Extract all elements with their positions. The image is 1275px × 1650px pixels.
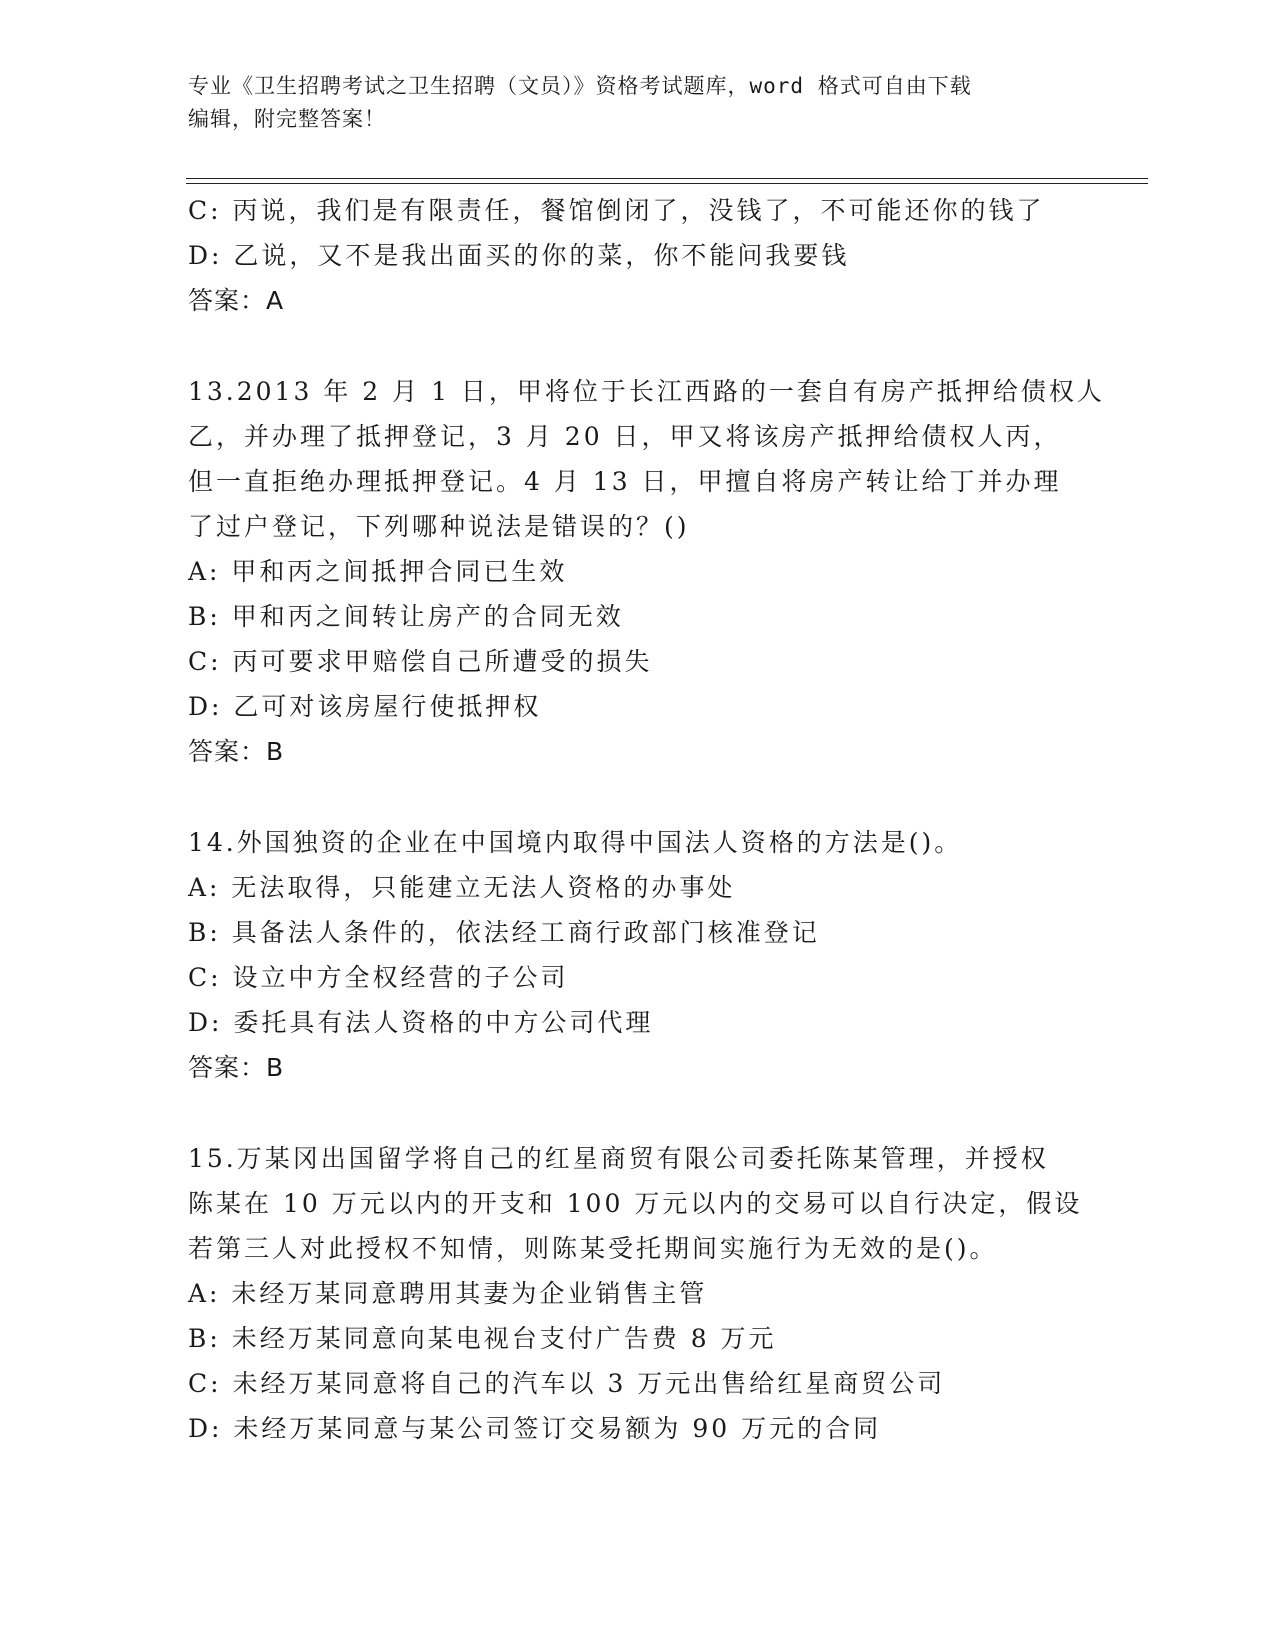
header-divider-bottom: [186, 183, 1148, 184]
question-12-tail: [188, 188, 1088, 323]
answer-line: 答案：A: [188, 286, 285, 315]
spacer: [188, 774, 1088, 820]
option-c: C: 丙可要求甲赔偿自己所遭受的损失: [188, 647, 653, 676]
answer-line: 答案：B: [188, 737, 285, 766]
option-c: C: 未经万某同意将自己的汽车以 3 万元出售给红星商贸公司: [188, 1369, 946, 1398]
question-stem-line: 陈某在 10 万元以内的开支和 100 万元以内的交易可以自行决定，假设: [188, 1189, 1083, 1218]
question-stem-line: 但一直拒绝办理抵押登记。4 月 13 日，甲擅自将房产转让给丁并办理: [188, 467, 1062, 496]
question-stem-line: 若第三人对此授权不知情，则陈某受托期间实施行为无效的是()。: [188, 1234, 998, 1263]
option-b: B: 甲和丙之间转让房产的合同无效: [188, 602, 624, 631]
option-d: D: 乙说，又不是我出面买的你的菜，你不能问我要钱: [188, 241, 850, 270]
document-body: [188, 188, 1105, 1451]
question-stem-line: 了过户登记，下列哪种说法是错误的？(): [188, 512, 690, 541]
option-b: B: 未经万某同意向某电视台支付广告费 8 万元: [188, 1324, 777, 1353]
question-13: [188, 369, 1105, 774]
option-a: A: 甲和丙之间抵押合同已生效: [188, 557, 568, 586]
option-a: A: 无法取得，只能建立无法人资格的办事处: [188, 873, 736, 902]
option-b: B: 具备法人条件的，依法经工商行政部门核准登记: [188, 918, 820, 947]
question-stem-line: 15.万某冈出国留学将自己的红星商贸有限公司委托陈某管理，并授权: [188, 1144, 1049, 1173]
header-line-1: 专业《卫生招聘考试之卫生招聘（文员）》资格考试题库，word 格式可自由下载: [188, 74, 972, 98]
header-line-2: 编辑，附完整答案！: [188, 107, 386, 131]
option-d: D: 未经万某同意与某公司签订交易额为 90 万元的合同: [188, 1414, 882, 1443]
question-14: [188, 820, 1088, 1090]
question-stem-line: 乙，并办理了抵押登记，3 月 20 日，甲又将该房产抵押给债权人丙，: [188, 422, 1062, 451]
document-header: [188, 70, 1078, 136]
question-stem-line: 13.2013 年 2 月 1 日，甲将位于长江西路的一套自有房产抵押给债权人: [188, 377, 1105, 406]
spacer: [188, 323, 1088, 369]
question-15: [188, 1136, 1088, 1451]
spacer: [188, 1090, 1088, 1136]
option-d: D: 乙可对该房屋行使抵押权: [188, 692, 542, 721]
option-d: D: 委托具有法人资格的中方公司代理: [188, 1008, 654, 1037]
option-c: C: 丙说，我们是有限责任，餐馆倒闭了，没钱了，不可能还你的钱了: [188, 196, 1045, 225]
option-a: A: 未经万某同意聘用其妻为企业销售主管: [188, 1279, 708, 1308]
question-stem-line: 14.外国独资的企业在中国境内取得中国法人资格的方法是()。: [188, 828, 963, 857]
option-c: C: 设立中方全权经营的子公司: [188, 963, 569, 992]
header-divider-top: [186, 178, 1148, 179]
answer-line: 答案：B: [188, 1053, 285, 1082]
